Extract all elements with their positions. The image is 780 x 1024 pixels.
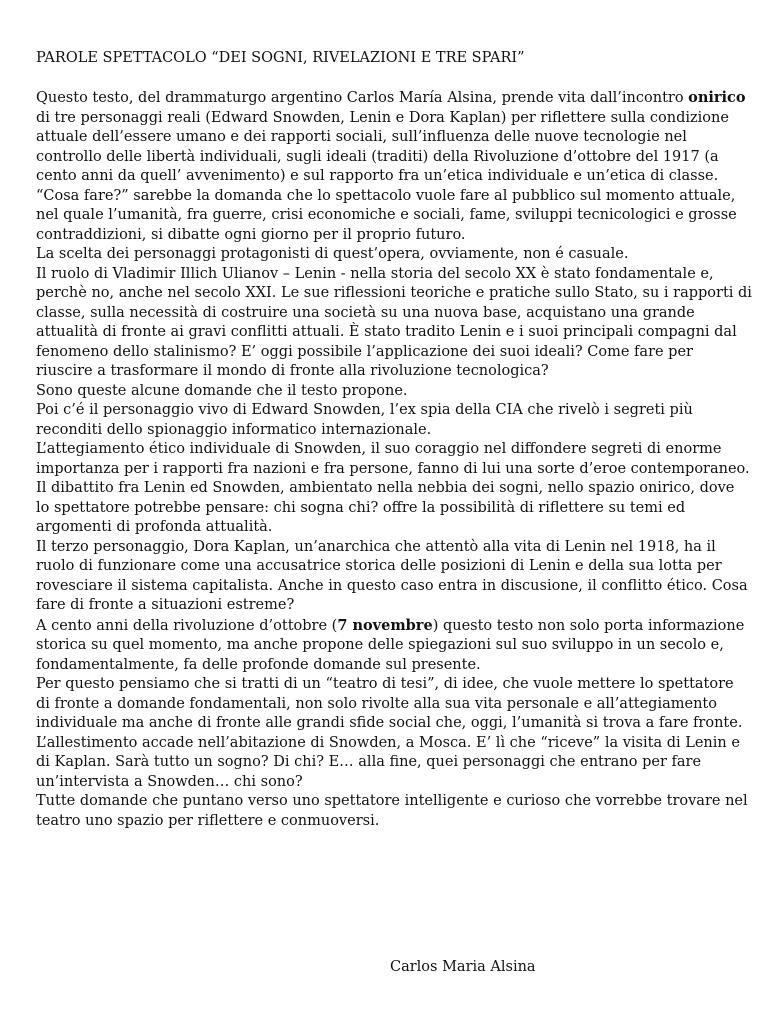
text-run: Il terzo personaggio, Dora Kaplan, un’anarchica che attentò alla vita di Lenin nel 1918, ha il ruolo di funzionare come una accusatrice storica delle posizioni di Lenin e della sua lotta per rovesciare il sistema capitalista. Anche in questo caso entra in discusione, il conflitto ético. Cosa fare di fronte a situazioni estreme?	[36, 538, 748, 613]
paragraph	[36, 538, 752, 616]
paragraph	[36, 187, 752, 246]
text-run: La scelta dei personaggi protagonisti di quest’opera, ovviamente, non é casuale.	[36, 246, 629, 262]
paragraph	[36, 440, 752, 479]
author-signature: Carlos Maria Alsina	[390, 959, 536, 975]
paragraph	[36, 792, 752, 831]
paragraph	[36, 382, 752, 402]
paragraph	[36, 616, 752, 676]
text-run: L’attegiamento ético individuale di Snowden, il suo coraggio nel diffondere segreti di enorme importanza per i rapporti fra nazioni e fra persone, fanno di lui una sorte d’eroe contemporaneo.	[36, 441, 750, 477]
document-page	[36, 48, 752, 831]
text-run: “Cosa fare?” sarebbe la domanda che lo spettacolo vuole fare al pubblico sul momento attuale, nel quale l’umanità, fra guerre, crisi economiche e sociali, fame, sviluppi tecnicologici e grosse contraddizioni, si dibatte ogni giorno per il proprio futuro.	[36, 187, 737, 243]
text-run: Poi c’é il personaggio vivo di Edward Snowden, l’ex spia della CIA che rivelò i segreti più reconditi dello spionaggio informatico internazionale.	[36, 402, 693, 438]
paragraph	[36, 675, 752, 734]
text-run: L’allestimento accade nell’abitazione di Snowden, a Mosca. E’ lì che “riceve” la visita di Lenin e di Kaplan. Sarà tutto un sogno? Di chi? E… alla fine, quei personaggi che entrano per fare un’intervista a Snowden… chi sono?	[36, 734, 740, 790]
paragraph	[36, 245, 752, 265]
text-run: Tutte domande che puntano verso uno spettatore intelligente e curioso che vorrebbe trovare nel teatro uno spazio per riflettere e conmuoversi.	[36, 793, 748, 829]
document-body	[36, 88, 752, 831]
text-run: A cento anni della rivoluzione d’ottobre (	[36, 617, 338, 634]
text-run: Il dibattito fra Lenin ed Snowden, ambientato nella nebbia dei sogni, nello spazio onirico, dove lo spettatore potrebbe pensare: chi sogna chi? offre la possibilità di riflettere su temi ed argomenti di profonda attualità.	[36, 480, 735, 535]
text-run: Questo testo, del drammaturgo argentino Carlos María Alsina, prende vita dall’incontro	[36, 90, 689, 106]
text-run: Il ruolo di Vladimir Illich Ulianov – Lenin - nella storia del secolo XX è stato fondamentale e, perchè no, anche nel secolo XXI. Le sue riflessioni teoriche e pratiche sullo Stato, su i rapporti di classe, sulla necessità di costruire una società su una nuova base, acquistano una grande attualità di fronte ai gravi conflitti attuali. È stato tradito Lenin e i suoi principali compagni dal fenomeno dello stalinismo? E’ oggi possibile l’applicazione dei suoi ideali? Come fare per riuscire a trasformare il mondo di fronte alla rivoluzione tecnologica?	[36, 265, 752, 379]
text-run: di tre personaggi reali (Edward Snowden, Lenin e Dora Kaplan) per riflettere sulla condizione attuale dell’essere umano e dei rapporti sociali, sull’influenza delle nuove tecnologie nel controllo delle libertà individuali, sugli ideali (traditi) della Rivoluzione d’ottobre del 1917 (a cento anni da quell’ avvenimento) e sul rapporto fra un’etica individuale e un’etica di classe.	[36, 109, 729, 184]
paragraph	[36, 401, 752, 440]
paragraph	[36, 88, 752, 187]
paragraph	[36, 479, 752, 538]
text-run: Sono queste alcune domande che il testo propone.	[36, 382, 408, 399]
paragraph	[36, 734, 752, 793]
text-run: ) questo testo non solo porta informazione storica su quel momento, ma anche propone delle spiegazioni sul suo sviluppo in un secolo e, fondamentalmente, fa delle profonde domande sul presente.	[36, 617, 745, 673]
bold-text: onirico	[688, 89, 746, 106]
bold-text: 7 novembre	[337, 616, 433, 634]
paragraph	[36, 265, 752, 382]
document-title: PAROLE SPETTACOLO “DEI SOGNI, RIVELAZIONI E TRE SPARI”	[36, 50, 525, 66]
text-run: Per questo pensiamo che si tratti di un “teatro di tesi”, di idee, che vuole mettere lo spettatore di fronte a domande fondamentali, non solo rivolte alla sua vita personale e all’attegiamento individuale ma anche di fronte alle grandi sfide social che, oggi, l’umanità si trova a fare fronte.	[36, 676, 743, 731]
